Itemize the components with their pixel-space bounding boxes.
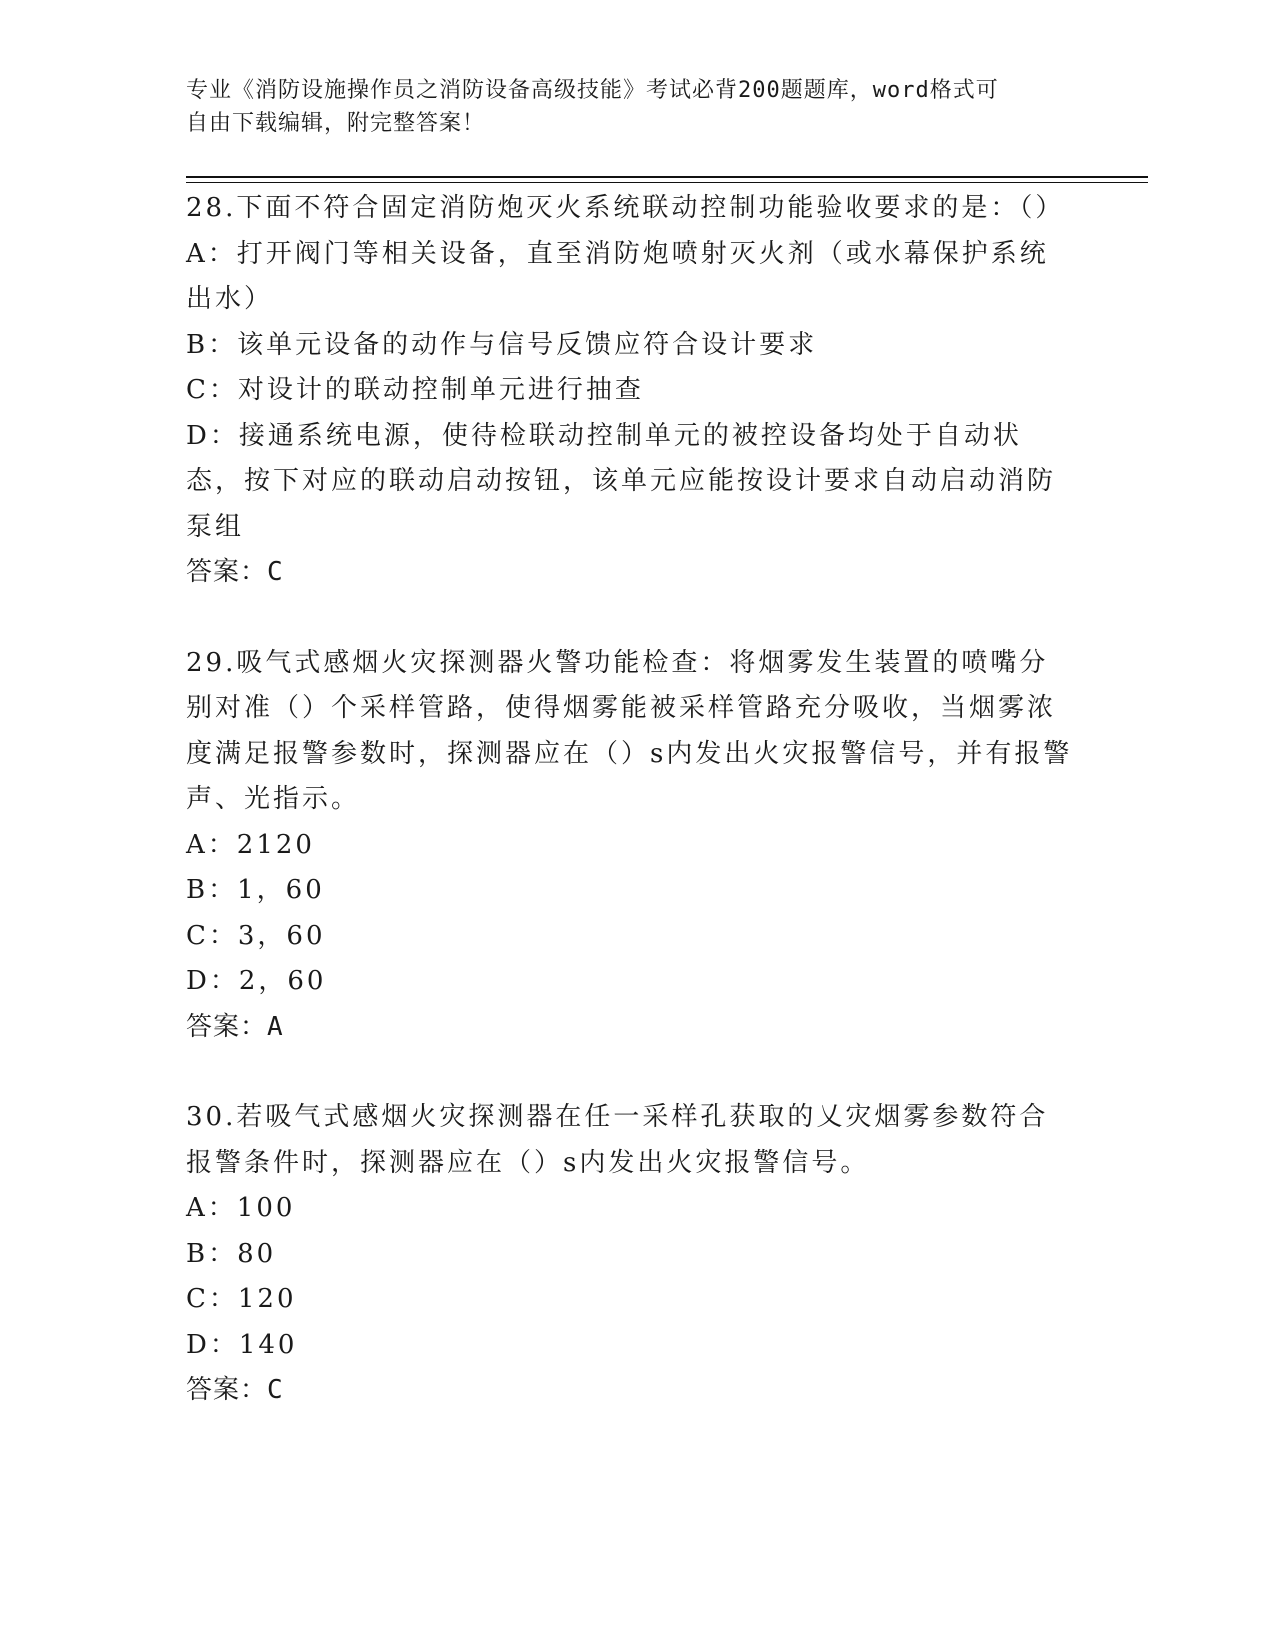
option-c: C：120 xyxy=(186,1284,297,1314)
option-b: B：该单元设备的动作与信号反馈应符合设计要求 xyxy=(186,329,818,360)
option-d: D：140 xyxy=(186,1329,298,1360)
question-spacer xyxy=(186,596,1076,641)
option-d: D：2，60 xyxy=(186,966,327,996)
option-b: B：1，60 xyxy=(186,875,325,905)
header-title-line-2: 自由下载编辑，附完整答案！ xyxy=(186,111,486,136)
question-29 xyxy=(186,641,1076,1051)
option-a: A：2120 xyxy=(186,829,315,860)
question-text: 28.下面不符合固定消防炮灭火系统联动控制功能验收要求的是：（） xyxy=(186,193,1065,223)
question-text: 30.若吸气式感烟火灾探测器在任一采样孔获取的乂灾烟雾参数符合报警条件时，探测器应在（）s内发出火灾报警信号。 xyxy=(186,1102,1049,1178)
option-b: B：80 xyxy=(186,1238,277,1269)
option-a: A：100 xyxy=(186,1193,296,1223)
answer-label: 答案：C xyxy=(186,1375,284,1405)
question-30 xyxy=(186,1095,1076,1414)
question-list xyxy=(186,186,1076,1414)
answer-label: 答案：C xyxy=(186,557,284,587)
header-divider-thick xyxy=(186,176,1148,178)
question-28 xyxy=(186,186,1076,596)
question-text: 29.吸气式感烟火灾探测器火警功能检查：将烟雾发生装置的喷嘴分别对准（）个采样管路，使得烟雾能被采样管路充分吸收，当烟雾浓度满足报警参数时，探测器应在（）s内发出火灾报警信号，并有报警声、光指示。 xyxy=(186,647,1073,814)
option-d: D：接通系统电源，使待检联动控制单元的被控设备均处于自动状态，按下对应的联动启动按钮，该单元应能按设计要求自动启动消防泵组 xyxy=(186,420,1057,542)
document-header xyxy=(186,74,1066,140)
option-c: C：3，60 xyxy=(186,920,326,951)
option-c: C：对设计的联动控制单元进行抽查 xyxy=(186,375,644,405)
answer-label: 答案：A xyxy=(186,1011,284,1042)
option-a: A：打开阀门等相关设备，直至消防炮喷射灭火剂（或水幕保护系统出水） xyxy=(186,238,1049,314)
header-title-line-1: 专业《消防设施操作员之消防设备高级技能》考试必背200题题库，word格式可 xyxy=(186,78,999,103)
header-divider-thin xyxy=(186,182,1148,183)
question-spacer xyxy=(186,1050,1076,1095)
